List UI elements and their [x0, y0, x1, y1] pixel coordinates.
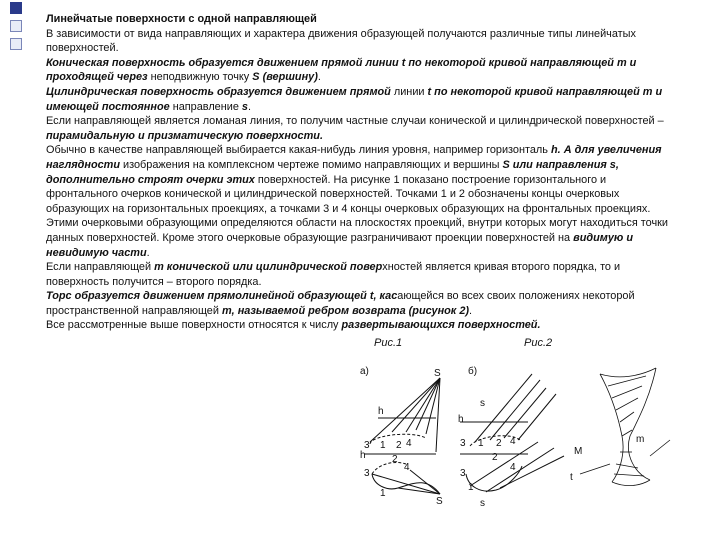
label-3-upper: 3 — [364, 440, 370, 451]
label-b: б) — [468, 366, 478, 377]
label-b-2-upper: 2 — [496, 438, 502, 449]
figure-2-torse — [580, 368, 670, 486]
paragraph-developable: Все рассмотренные выше поверхности относятся к числу развертывающихся поверхностей. — [46, 319, 541, 332]
label-s-lower: s — [480, 498, 485, 509]
paragraph-torse: Торс образуется движением прямолинейной образующей t, касающейся во всех своих положениях некоторой пространственной направляющей m, называемой ребром возврата (рисунок 2). — [46, 290, 635, 317]
paragraph-second-order: Если направляющей m конической или цилиндрической поверхностей является кривая второго порядка, то и поверхность получится – второго порядка. — [46, 261, 621, 288]
paragraph-conical: Коническая поверхность образуется движением прямой линии t по некоторой кривой направляющей m и проходящей через неподвижную точку S (вершину). — [46, 56, 637, 84]
label-S-top: S — [434, 368, 441, 379]
figure-1a-cone — [364, 378, 440, 494]
paragraph-types: В зависимости от вида направляющих и характера движения образующей получаются различные типы линейчатых поверхностей. — [46, 27, 636, 55]
slide-bullets — [10, 2, 22, 56]
label-m: m — [636, 434, 645, 445]
label-4-lower: 4 — [404, 462, 410, 473]
label-4-upper: 4 — [406, 438, 412, 449]
label-s-upper: s — [480, 398, 485, 409]
caption-fig2: Рис.2 — [524, 337, 553, 349]
body-text — [46, 12, 678, 333]
label-t: t — [570, 472, 573, 483]
label-S-bottom: S — [436, 496, 443, 507]
label-b-3-upper: 3 — [460, 438, 466, 449]
label-b-4-lower: 4 — [510, 462, 516, 473]
label-2-upper: 2 — [396, 440, 402, 451]
label-b-2-lower: 2 — [492, 452, 498, 463]
paragraph-outline: Обычно в качестве направляющей выбирается какая-нибудь линия уровня, например горизонталь h. А для увеличения наглядности изображения на комплексном чертеже помимо направляющих и вершины S или направления s, дополнительно строят очерки этих поверхностей. На рисунке 1 показано построение горизонтального и фронтального очерков конической и цилиндрической поверхностей. Точками 1 и 2 обозначены концы очерковых образующих на горизонтальных проекциях, а точками 3 и 4 концы очерковых образующих на фронтальных проекциях. Этими очерковыми образующими определяются области на плоскостях проекций, внутри которых могут находиться точки данных поверхностей. Кроме этого очерковые образующие разграничивают проекции поверхностей на видимую и невидимую части. — [46, 144, 668, 259]
label-3-lower: 3 — [364, 468, 370, 479]
bullet-square — [10, 38, 22, 50]
figure-1b-cylinder — [460, 374, 564, 492]
label-b-3-lower: 3 — [460, 468, 466, 479]
figures-drawing — [350, 356, 700, 521]
paragraph-polyline: Если направляющей является ломаная линия, то получим частные случаи конической и цилиндрической поверхностей – пирамидальную и призматическую поверхности. — [46, 115, 664, 142]
bullet-square — [10, 2, 22, 14]
label-2-lower: 2 — [392, 454, 398, 465]
label-1-upper: 1 — [380, 440, 386, 451]
page-title: Линейчатые поверхности с одной направляющей — [46, 13, 317, 25]
label-h-lower: h — [360, 450, 366, 461]
label-b-4-upper: 4 — [510, 436, 516, 447]
label-1-lower: 1 — [380, 488, 386, 499]
bullet-square — [10, 20, 22, 32]
label-b-1-lower: 1 — [468, 482, 474, 493]
label-h-upper: h — [378, 406, 384, 417]
label-M: M — [574, 446, 583, 457]
label-h-b-upper: h — [458, 414, 464, 425]
paragraph-cylindrical: Цилиндрическая поверхность образуется движением прямой линии t по некоторой кривой направляющей m и имеющей постоянное направление s. — [46, 85, 663, 113]
caption-fig1: Рис.1 — [374, 337, 403, 349]
label-a: а) — [360, 366, 369, 377]
label-b-1-upper: 1 — [478, 438, 484, 449]
